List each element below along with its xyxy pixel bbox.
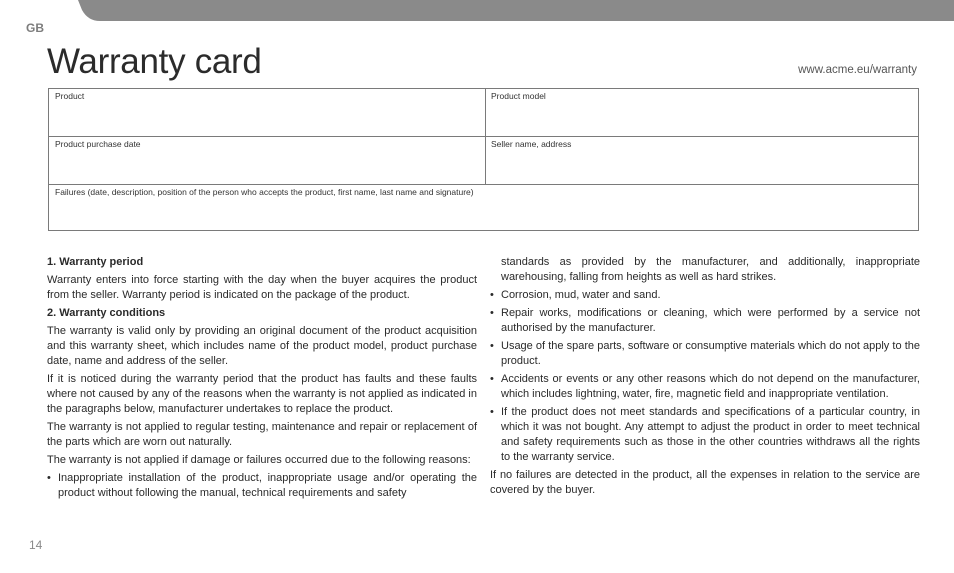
exclusion-list bbox=[47, 471, 477, 501]
list-item: • Accidents or events or any other reasons which do not depend on the manufacturer, which includes lightning, water, fire, magnetic field and inappropriate ventilation. bbox=[490, 372, 920, 402]
paragraph: The warranty is valid only by providing an original document of the product acquisition and this warranty sheet, which includes name of the product model, product purchase date, name and address of the seller. bbox=[47, 325, 477, 367]
list-item: • Corrosion, mud, water and sand. bbox=[490, 288, 920, 303]
section-heading: 2. Warranty conditions bbox=[47, 307, 166, 319]
paragraph: The warranty is not applied to regular testing, maintenance and repair or replacement of the parts which are worn out naturally. bbox=[47, 421, 477, 448]
list-item: • Inappropriate installation of the product, inappropriate usage and/or operating the product without following the manual, technical requirements and safety bbox=[47, 471, 477, 501]
warranty-url: www.acme.eu/warranty bbox=[798, 64, 917, 76]
list-item-continued: standards as provided by the manufacturer, and additionally, inappropriate warehousing, falling from heights as well as hard strikes. bbox=[501, 256, 920, 283]
failures-label: Failures (date, description, position of the person who accepts the product, first name, last name and signature) bbox=[55, 187, 474, 197]
right-column bbox=[490, 255, 920, 501]
product-label: Product bbox=[55, 91, 85, 101]
list-item: • Repair works, modifications or cleaning, which were performed by a service not authorised by the manufacturer. bbox=[490, 306, 920, 336]
section-heading: 1. Warranty period bbox=[47, 256, 144, 268]
product-model-label: Product model bbox=[491, 91, 546, 101]
seller-label: Seller name, address bbox=[491, 139, 572, 149]
page-number: 14 bbox=[29, 538, 43, 552]
purchase-date-label: Product purchase date bbox=[55, 139, 141, 149]
product-field[interactable] bbox=[49, 89, 485, 136]
list-item: • Usage of the spare parts, software or consumptive materials which do not apply to the product. bbox=[490, 339, 920, 369]
language-label: GB bbox=[26, 21, 44, 35]
product-model-field[interactable] bbox=[485, 89, 918, 136]
warranty-form bbox=[48, 88, 919, 231]
paragraph: Warranty enters into force starting with the day when the buyer acquires the product from the seller. Warranty period is indicated on the package of the product. bbox=[47, 274, 477, 301]
seller-field[interactable] bbox=[485, 137, 918, 184]
left-column bbox=[47, 255, 477, 504]
paragraph: If it is noticed during the warranty period that the product has faults and these faults where not caused by any of the reasons when the warranty is not applied as indicated in the paragraphs below, manufacturer undertakes to replace the product. bbox=[47, 373, 477, 415]
paragraph: If no failures are detected in the product, all the expenses in relation to the service are covered by the buyer. bbox=[490, 469, 920, 496]
failures-field[interactable] bbox=[49, 185, 918, 230]
page-title: Warranty card bbox=[47, 42, 262, 81]
list-item: • If the product does not meet standards and specifications of a particular country, in which it was not bought. Any attempt to adjust the product in order to meet technical and safety requirements such as those in the other countries withdraws all the rights to the warranty service. bbox=[490, 405, 920, 465]
purchase-date-field[interactable] bbox=[49, 137, 485, 184]
header-band bbox=[0, 0, 954, 21]
exclusion-list bbox=[490, 255, 920, 465]
paragraph: The warranty is not applied if damage or failures occurred due to the following reasons: bbox=[47, 454, 471, 466]
